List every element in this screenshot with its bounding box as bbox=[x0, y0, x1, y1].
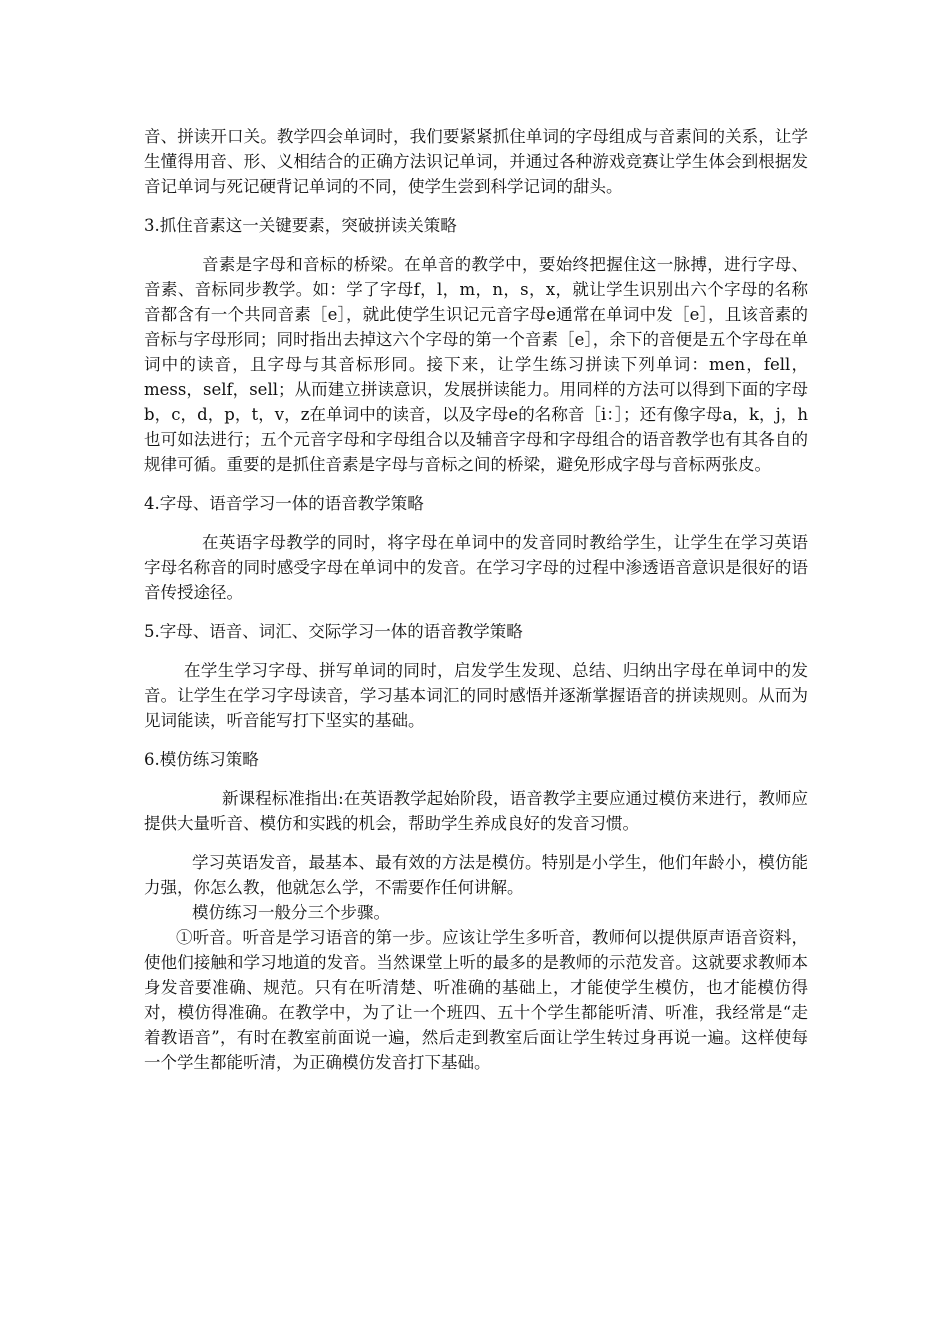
paragraph-continuation: 音、拼读开口关。教学四会单词时，我们要紧紧抓住单词的字母组成与音素间的关系，让学生懂得用音、形、义相结合的正确方法识记单词，并通过各种游戏竞赛让学生体会到根据发音记单词与死记硬背记单词的不同，使学生尝到科学记词的甜头。 bbox=[144, 127, 808, 196]
section-heading-4: 4.字母、语音学习一体的语音教学策略 bbox=[144, 494, 424, 513]
section-heading-5: 5.字母、语音、词汇、交际学习一体的语音教学策略 bbox=[144, 622, 523, 641]
document-page bbox=[144, 124, 808, 1075]
section-heading-3: 3.抓住音素这一关键要素，突破拼读关策略 bbox=[144, 216, 457, 235]
section-heading-6: 6.模仿练习策略 bbox=[144, 750, 259, 769]
paragraph-letter-phonics: 在英语字母教学的同时，将字母在单词中的发音同时教给学生，让学生在学习英语字母名称音的同时感受字母在单词中的发音。在学习字母的过程中渗透语音意识是很好的语音传授途径。 bbox=[144, 533, 808, 602]
paragraph-listening-step: ①听音。听音是学习语音的第一步。应该让学生多听音，教师何以提供原声语音资料，使他们接触和学习地道的发音。当然课堂上听的最多的是教师的示范发音。这就要求教师本身发音要准确、规范。只有在听清楚、听准确的基础上，才能使学生模仿，也才能模仿得对，模仿得准确。在教学中，为了让一个班四、五十个学生都能听清、听准，我经常是“走着教语音”，有时在教室前面说一遍，然后走到教室后面让学生转过身再说一遍。这样使每一个学生都能听清，为正确模仿发音打下基础。 bbox=[144, 928, 808, 1072]
paragraph-imitation-method: 学习英语发音，最基本、最有效的方法是模仿。特别是小学生，他们年龄小，模仿能力强，你怎么教，他就怎么学，不需要作任何讲解。 bbox=[144, 853, 808, 897]
paragraph-three-steps: 模仿练习一般分三个步骤。 bbox=[192, 903, 390, 922]
paragraph-phoneme-strategy: 音素是字母和音标的桥梁。在单音的教学中，要始终把握住这一脉搏，进行字母、音素、音标同步教学。如：学了字母f，l，m，n，s，x，就让学生识别出六个字母的名称音都含有一个共同音素［e］，就此使学生识记元音字母e通常在单词中发［e］，且该音素的音标与字母形同；同时指出去掉这六个字母的第一个音素［e］，余下的音便是五个字母在单词中的读音，且字母与其音标形同。接下来，让学生练习拼读下列单词：men，fell，mess，self，sell；从而建立拼读意识，发展拼读能力。用同样的方法可以得到下面的字母b，c，d，p，t，v，z在单词中的读音，以及字母e的名称音［i：］；还有像字母a，k，j，h也可如法进行；五个元音字母和字母组合以及辅音字母和字母组合的语音教学也有其各自的规律可循。重要的是抓住音素是字母与音标之间的桥梁，避免形成字母与音标两张皮。 bbox=[144, 255, 808, 474]
paragraph-integrated-learning: 在学生学习字母、拼写单词的同时，启发学生发现、总结、归纳出字母在单词中的发音。让学生在学习字母读音，学习基本词汇的同时感悟并逐渐掌握语音的拼读规则。从而为见词能读，听音能写打下坚实的基础。 bbox=[144, 661, 808, 730]
paragraph-curriculum-standard: 新课程标准指出:在英语教学起始阶段，语音教学主要应通过模仿来进行，教师应提供大量听音、模仿和实践的机会，帮助学生养成良好的发音习惯。 bbox=[144, 789, 808, 833]
